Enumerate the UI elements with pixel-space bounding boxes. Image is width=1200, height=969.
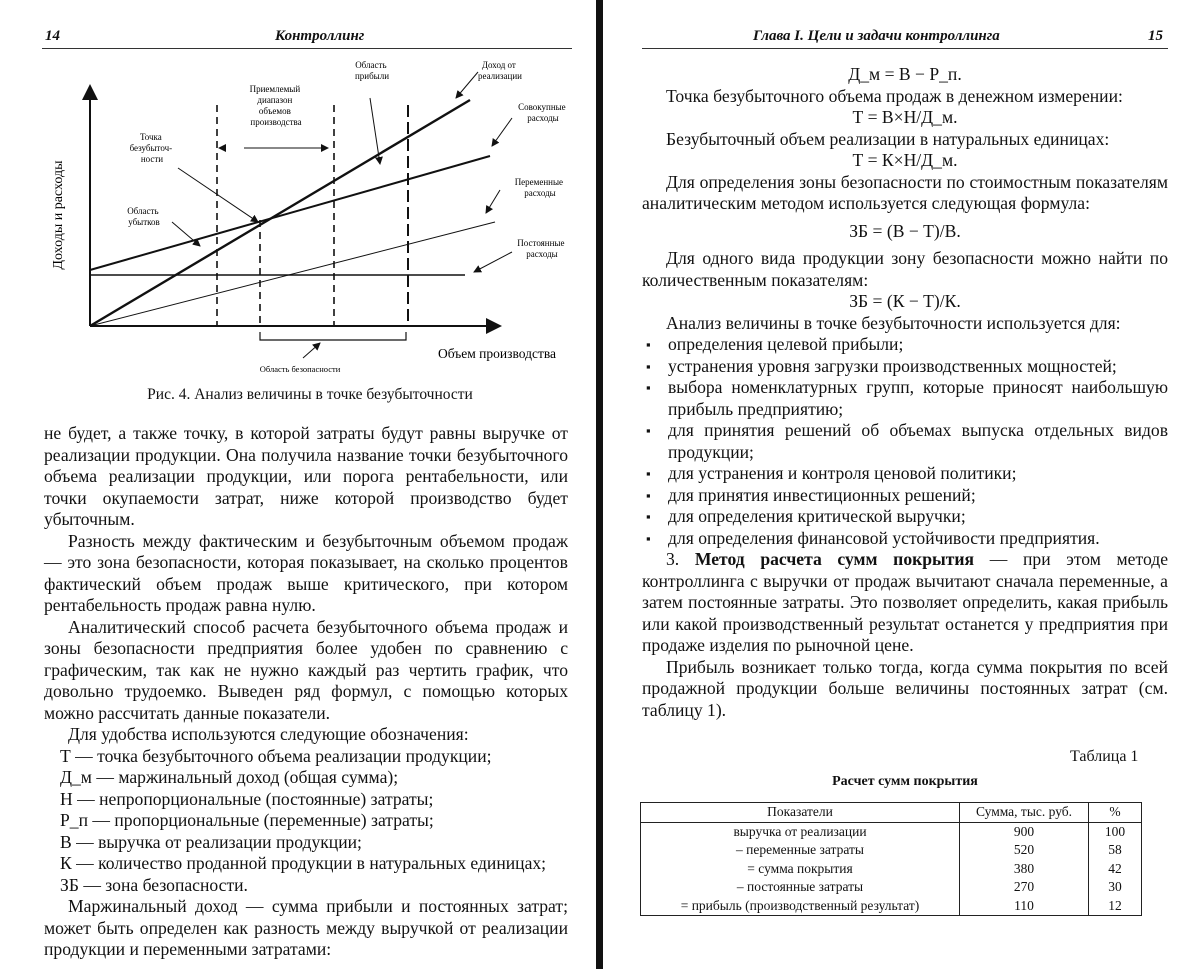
list-item: ▪ для устранения и контроля ценовой политики;	[642, 463, 1168, 485]
table-label: Таблица 1	[1070, 748, 1139, 765]
method-text: — при этом методе контроллинга с выручки от продаж вычитают сначала переменные, а затем постоянные затраты. Это позволяет определить, какая прибыль или какой производственный результат останется у предприятия при продаже изделия по рыночной цене.	[642, 549, 1169, 655]
label-breakeven-point: Точка безубыточ- ности	[129, 132, 173, 164]
table-cell: 100	[1089, 822, 1142, 841]
definition-item: К — количество проданной продукции в натуральных единицах;	[60, 853, 547, 873]
table-cell: 58	[1089, 841, 1142, 860]
coverage-table	[640, 802, 1142, 916]
formula: Т = В×Н/Д_м.	[852, 107, 958, 127]
definition-item: Д_м — маржинальный доход (общая сумма);	[60, 767, 399, 787]
table-cell: 380	[960, 860, 1089, 879]
breakeven-figure	[0, 52, 590, 382]
formula: ЗБ = (К − Т)/К.	[849, 291, 961, 311]
paragraph: не будет, а также точку, в которой затраты будут равны выручке от реализации продукции. Она получила название точки безубыточного объема реализации продукции, или порога рентабельности, или точки окупаемости затрат, ниже которой производство будет убыточным.	[44, 423, 568, 529]
table-header: Сумма, тыс. руб.	[960, 803, 1089, 823]
paragraph	[642, 549, 1168, 657]
table-header: Показатели	[641, 803, 960, 823]
table-header: %	[1089, 803, 1142, 823]
left-page	[0, 0, 590, 969]
left-body	[44, 423, 568, 961]
method-title: Метод расчета сумм покрытия	[694, 549, 975, 569]
table-cell: 42	[1089, 860, 1142, 879]
table-row	[641, 878, 1142, 897]
bullet-list	[642, 334, 1168, 549]
table-cell: 12	[1089, 897, 1142, 916]
label-variable-costs: Переменные расходы	[514, 177, 564, 198]
definition-item: ЗБ — зона безопасности.	[60, 874, 248, 895]
definition-item: Н — непропорциональные (постоянные) затраты;	[60, 788, 434, 809]
list-item: ▪ для определения критической выручки;	[642, 506, 1168, 528]
table-cell: 520	[960, 841, 1089, 860]
paragraph: Для определения зоны безопасности по стоимостным показателям аналитическим методом используется следующая формула:	[642, 171, 1168, 213]
label-loss-area: Область убытков	[127, 206, 160, 227]
table-cell: = сумма покрытия	[641, 860, 960, 879]
page-number-left: 14	[45, 28, 60, 44]
x-axis-label: Объем производства	[438, 346, 557, 361]
definition-item: В — выручка от реализации продукции;	[60, 831, 362, 852]
page-number-right: 15	[1148, 28, 1163, 44]
right-body	[642, 64, 1168, 721]
label-total-costs: Совокупные расходы	[518, 102, 566, 123]
table-row	[641, 860, 1142, 879]
figure-caption: Рис. 4. Анализ величины в точке безубыточности	[147, 386, 473, 403]
list-item: ▪ определения целевой прибыли;	[642, 334, 1168, 356]
paragraph: Для одного вида продукции зону безопасности можно найти по количественным показателям:	[642, 248, 1168, 290]
table-cell: = прибыль (производственный результат)	[641, 897, 960, 916]
method-number: 3.	[666, 549, 680, 569]
table-cell: 110	[960, 897, 1089, 916]
paragraph: Аналитический способ расчета безубыточного объема продаж и зоны безопасности предприятия более удобен по сравнению с графическим, так как не нужно каждый раз чертить график, что довольно трудоемко. Выведен ряд формул, с помощью которых можно рассчитать данные показатели.	[44, 616, 568, 723]
definition-item: Р_п — пропорциональные (переменные) затраты;	[60, 810, 434, 830]
label-revenue: Доход от реализации	[478, 60, 522, 81]
table-cell: выручка от реализации	[641, 822, 960, 841]
table-title: Расчет сумм покрытия	[832, 774, 978, 789]
paragraph: Разность между фактическим и безубыточным объемом продаж — это зона безопасности, которая показывает, на сколько процентов фактический объем продаж выше критического, при котором рентабельность продаж равна нулю.	[44, 530, 568, 615]
formula: Д_м = В − Р_п.	[848, 64, 962, 84]
formula: ЗБ = (В − Т)/В.	[849, 220, 961, 241]
running-head-left: Контроллинг	[275, 28, 365, 44]
table-header-row	[641, 803, 1142, 823]
paragraph: Для удобства используются следующие обозначения:	[68, 724, 469, 744]
table-row	[641, 841, 1142, 860]
table-cell: 30	[1089, 878, 1142, 897]
list-item: ▪ выбора номенклатурных групп, которые приносят наибольшую прибыль предприятию;	[642, 377, 1168, 420]
label-fixed-costs: Постоянные расходы	[517, 238, 565, 259]
paragraph: Безубыточный объем реализации в натуральных единицах:	[666, 128, 1110, 149]
table-cell: – постоянные затраты	[641, 878, 960, 897]
label-accepted-range: Приемлемый диапазон объемов производства	[249, 84, 302, 127]
header-rule-right	[642, 48, 1168, 49]
paragraph: Маржинальный доход — сумма прибыли и постоянных затрат; может быть определен как разность между выручкой от реализации продукции и переменными затратами:	[44, 896, 568, 959]
definition-item: Т — точка безубыточного объема реализации продукции;	[60, 745, 492, 766]
paragraph: Анализ величины в точке безубыточности используется для:	[666, 312, 1121, 333]
header-rule-left	[42, 48, 572, 49]
table-cell: 900	[960, 822, 1089, 841]
list-item: ▪ для определения финансовой устойчивости предприятия.	[642, 528, 1168, 550]
definitions-list	[44, 746, 568, 897]
label-safety-area: Область безопасности	[259, 364, 341, 374]
y-axis-label: Доходы и расходы	[51, 160, 66, 270]
paragraph: Точка безубыточного объема продаж в денежном измерении:	[666, 85, 1123, 106]
list-item: ▪ для принятия инвестиционных решений;	[642, 485, 1168, 507]
formula: Т = К×Н/Д_м.	[852, 150, 958, 170]
book-spine	[596, 0, 603, 969]
table-row	[641, 822, 1142, 841]
list-item: ▪ для принятия решений об объемах выпуска отдельных видов продукции;	[642, 420, 1168, 463]
paragraph: Прибыль возникает только тогда, когда сумма покрытия по всей продажной продукции больше величины постоянных затрат (см. таблицу 1).	[642, 656, 1168, 720]
table-row	[641, 897, 1142, 916]
label-profit-area: Область прибыли	[354, 60, 390, 81]
table-cell: 270	[960, 878, 1089, 897]
list-item: ▪ устранения уровня загрузки производственных мощностей;	[642, 356, 1168, 378]
table-cell: – переменные затраты	[641, 841, 960, 860]
running-head-right: Глава I. Цели и задачи контроллинга	[753, 28, 1000, 44]
